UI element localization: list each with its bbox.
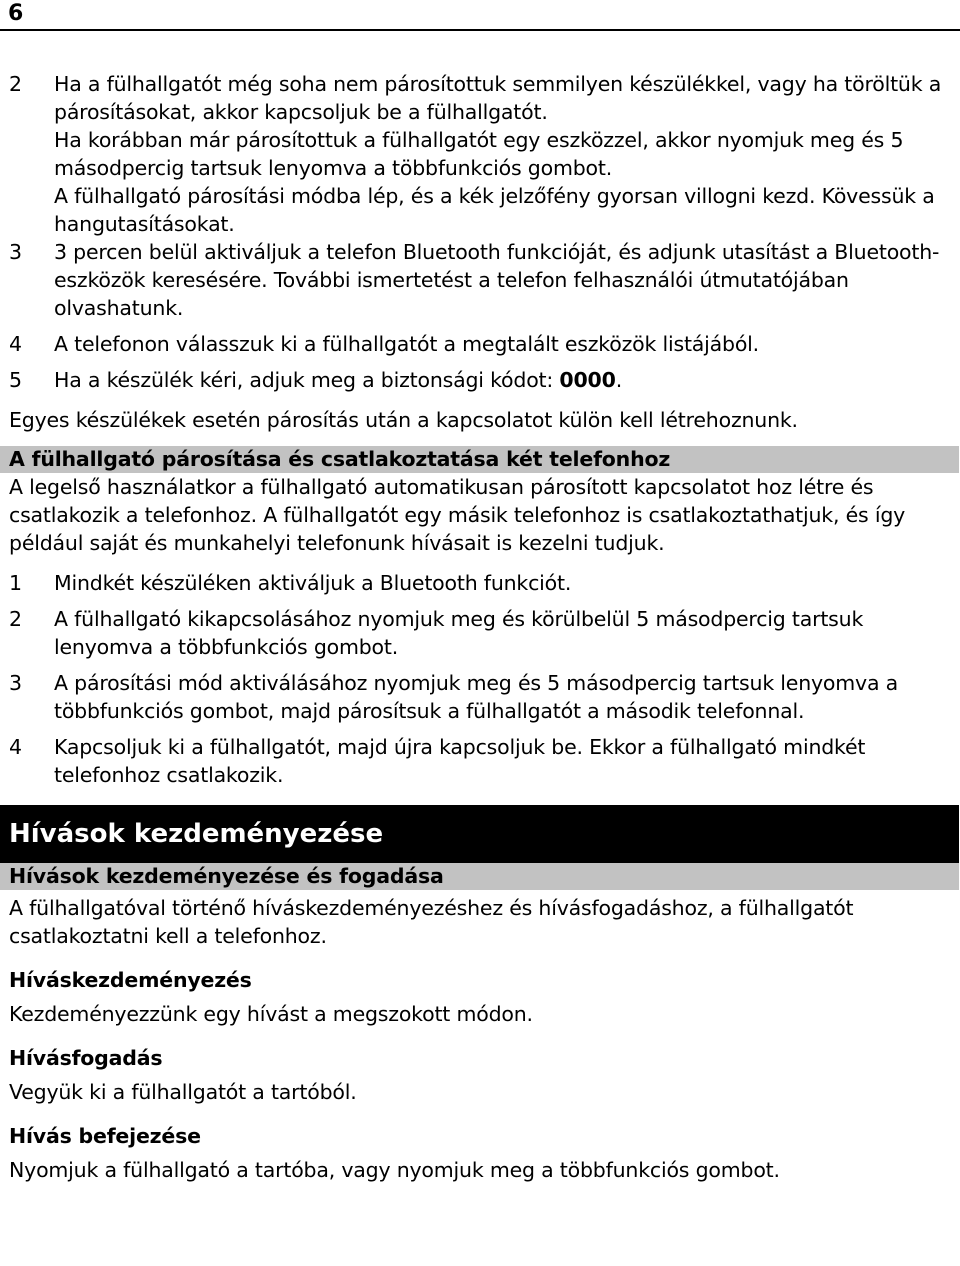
step-text: A fülhallgató kikapcsolásához nyomjuk meg és körülbelül 5 másodpercig tartsuk lenyomva a többfunkciós gombot. bbox=[54, 607, 864, 659]
subsection-heading: Híváskezdeményezés bbox=[9, 968, 252, 992]
step-text: A telefonon válasszuk ki a fülhallgatót a megtalált eszközök listájából. bbox=[54, 332, 759, 356]
pairing-note: Egyes készülékek esetén párosítás után a kapcsolatot külön kell létrehoznunk. bbox=[9, 408, 798, 432]
step-number: 4 bbox=[9, 735, 22, 759]
list-item bbox=[9, 605, 954, 661]
step-number: 5 bbox=[9, 368, 22, 392]
subsection-heading: Hívás befejezése bbox=[9, 1124, 201, 1148]
step-number: 4 bbox=[9, 332, 22, 356]
section-intro: A legelső használatkor a fülhallgató automatikusan párosított kapcsolatot hoz létre és csatlakozik a telefonhoz. A fülhallgatót egy másik telefonhoz is csatlakoztathatjuk, és így például saját és munkahelyi telefonunk hívásait is kezelni tudjuk. bbox=[9, 475, 906, 555]
header-rule bbox=[0, 29, 960, 31]
chapter-heading: Hívások kezdeményezése bbox=[0, 805, 959, 863]
subsection-text: Nyomjuk a fülhallgató a tartóba, vagy nyomjuk meg a többfunkciós gombot. bbox=[9, 1158, 780, 1182]
step-text: Ha a fülhallgatót még soha nem párosítottuk semmilyen készülékkel, vagy ha töröltük a párosításokat, akkor kapcsoljuk be a fülhallgatót. bbox=[54, 72, 942, 124]
subsection-heading: Hívásfogadás bbox=[9, 1046, 163, 1070]
subsection-text: Kezdeményezzünk egy hívást a megszokott módon. bbox=[9, 1002, 533, 1026]
section-intro: A fülhallgatóval történő híváskezdeményezéshez és hívásfogadáshoz, a fülhallgatót csatlakoztatni kell a telefonhoz. bbox=[9, 896, 854, 948]
step-text: Mindkét készüléken aktiváljuk a Bluetooth funkciót. bbox=[54, 571, 572, 595]
pairing-steps-list bbox=[9, 70, 954, 394]
step-text-before: Ha a készülék kéri, adjuk meg a biztonsági kódot: bbox=[54, 368, 560, 392]
step-text: Kapcsoljuk ki a fülhallgatót, majd újra kapcsoljuk be. Ekkor a fülhallgató mindkét telefonhoz csatlakozik. bbox=[54, 735, 866, 787]
step-number: 3 bbox=[9, 671, 22, 695]
step-text: 3 percen belül aktiváljuk a telefon Bluetooth funkcióját, és adjunk utasítást a Bluetooth-eszközök keresésére. További ismertetést a telefon felhasználói útmutatójában olvashatunk. bbox=[54, 240, 940, 320]
step-text bbox=[54, 366, 954, 394]
list-item bbox=[9, 330, 954, 358]
page-content bbox=[9, 70, 954, 1184]
step-text: A párosítási mód aktiválásához nyomjuk meg és 5 másodpercig tartsuk lenyomva a többfunkciós gombot, majd párosítsuk a fülhallgatót a második telefonnal. bbox=[54, 671, 899, 723]
section-heading-calls: Hívások kezdeményezése és fogadása bbox=[0, 863, 959, 890]
step-text: A fülhallgató párosítási módba lép, és a kék jelzőfény gyorsan villogni kezd. Kövessük a hangutasításokat. bbox=[54, 184, 935, 236]
section-heading-two-phones: A fülhallgató párosítása és csatlakoztatása két telefonhoz bbox=[0, 446, 959, 473]
two-phone-steps-list bbox=[9, 569, 954, 789]
list-item bbox=[9, 569, 954, 597]
step-number: 2 bbox=[9, 607, 22, 631]
list-item bbox=[9, 733, 954, 789]
subsection-text: Vegyük ki a fülhallgatót a tartóból. bbox=[9, 1080, 357, 1104]
step-text-after: . bbox=[615, 368, 623, 392]
step-number: 2 bbox=[9, 72, 22, 96]
step-number: 1 bbox=[9, 571, 22, 595]
security-code: 0000 bbox=[559, 368, 616, 392]
step-number: 3 bbox=[9, 240, 22, 264]
step-text: Ha korábban már párosítottuk a fülhallgatót egy eszközzel, akkor nyomjuk meg és 5 másodpercig tartsuk lenyomva a többfunkciós gombot. bbox=[54, 128, 904, 180]
list-item bbox=[9, 669, 954, 725]
list-item bbox=[9, 70, 954, 238]
list-item bbox=[9, 366, 954, 394]
list-item bbox=[9, 238, 954, 322]
page-number: 6 bbox=[8, 1, 24, 26]
